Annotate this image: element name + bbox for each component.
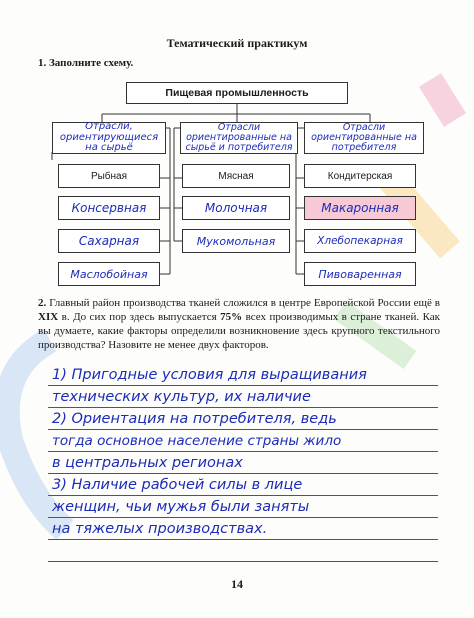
scheme-col1-item <box>58 229 160 253</box>
answer-line: 3) Наличие рабочей силы в лице <box>52 477 303 493</box>
col1-item-3-text: Маслобойная <box>70 267 148 281</box>
scheme-col1-printed: Рыбная <box>58 164 160 188</box>
task2-percent: 75% <box>220 311 243 323</box>
answer-line: технических культур, их наличие <box>52 389 311 405</box>
answer-line: 2) Ориентация на потребителя, ведь <box>52 411 337 427</box>
col3-item-1-text: Макаронная <box>321 201 399 215</box>
scheme-col3-printed: Кондитерская <box>304 164 416 188</box>
col2-item-1-text: Молочная <box>204 201 268 215</box>
scheme-col3-item <box>304 262 416 286</box>
scheme-category-1 <box>52 122 166 154</box>
scheme-col2-printed: Мясная <box>182 164 290 188</box>
category-2-text: Отрасли ориентированные на сырьё и потребителя <box>185 122 293 153</box>
category-3-text: Отрасли ориентированные на потребителя <box>311 122 417 153</box>
col1-item-1-text: Консервная <box>71 201 147 215</box>
task2-number: 2. <box>38 297 47 309</box>
task1-label: 1. Заполните схему. <box>38 57 134 69</box>
scheme-root: Пищевая промышленность <box>126 82 348 104</box>
scheme-col3-item <box>304 229 416 253</box>
task2-text-after: всех производимых в стране тканей. Как вы думаете, какие факторы определили возникновение здесь крупного текстильного производства? Назовите не менее двух факторов. <box>38 311 440 351</box>
answer-line: женщин, чьи мужья были заняты <box>52 499 310 515</box>
task2-century: XIX <box>38 311 59 323</box>
page-number: 14 <box>231 577 243 591</box>
answer-line: тогда основное население страны жило <box>52 433 342 449</box>
answer-rule <box>48 429 438 430</box>
scheme-col2-item <box>182 196 290 220</box>
task2-text-mid: в. До сих пор здесь выпускается <box>58 311 221 323</box>
answer-line: в центральных регионах <box>52 455 243 471</box>
scheme-category-3 <box>304 122 424 154</box>
scheme-category-2 <box>180 122 298 154</box>
answer-rule <box>48 561 438 562</box>
answer-line: на тяжелых производствах. <box>52 521 268 537</box>
scheme-col1-item <box>58 262 160 286</box>
scheme-col1-item <box>58 196 160 220</box>
scheme-col3-item <box>304 196 416 220</box>
task2-text <box>38 296 440 352</box>
answer-rule <box>48 517 438 518</box>
answer-rule <box>48 407 438 408</box>
scheme-col2-item <box>182 229 290 253</box>
answer-rule <box>48 473 438 474</box>
col3-item-3-text: Пивоваренная <box>318 267 402 281</box>
col1-item-2-text: Сахарная <box>78 234 140 248</box>
answer-rule <box>48 451 438 452</box>
answer-rule <box>48 539 438 540</box>
task2-text-before: Главный район производства тканей сложился в центре Европейской России ещё в <box>49 297 440 309</box>
answer-rule <box>48 385 438 386</box>
col2-item-2-text: Мукомольная <box>196 234 276 248</box>
page-title: Тематический практикум <box>166 36 308 50</box>
category-1-text: Отрасли, ориентирующиеся на сырьё <box>59 121 159 154</box>
answer-rule <box>48 495 438 496</box>
answer-line: 1) Пригодные условия для выращивания <box>52 367 367 383</box>
col3-item-2-text: Хлебопекарная <box>317 235 403 247</box>
